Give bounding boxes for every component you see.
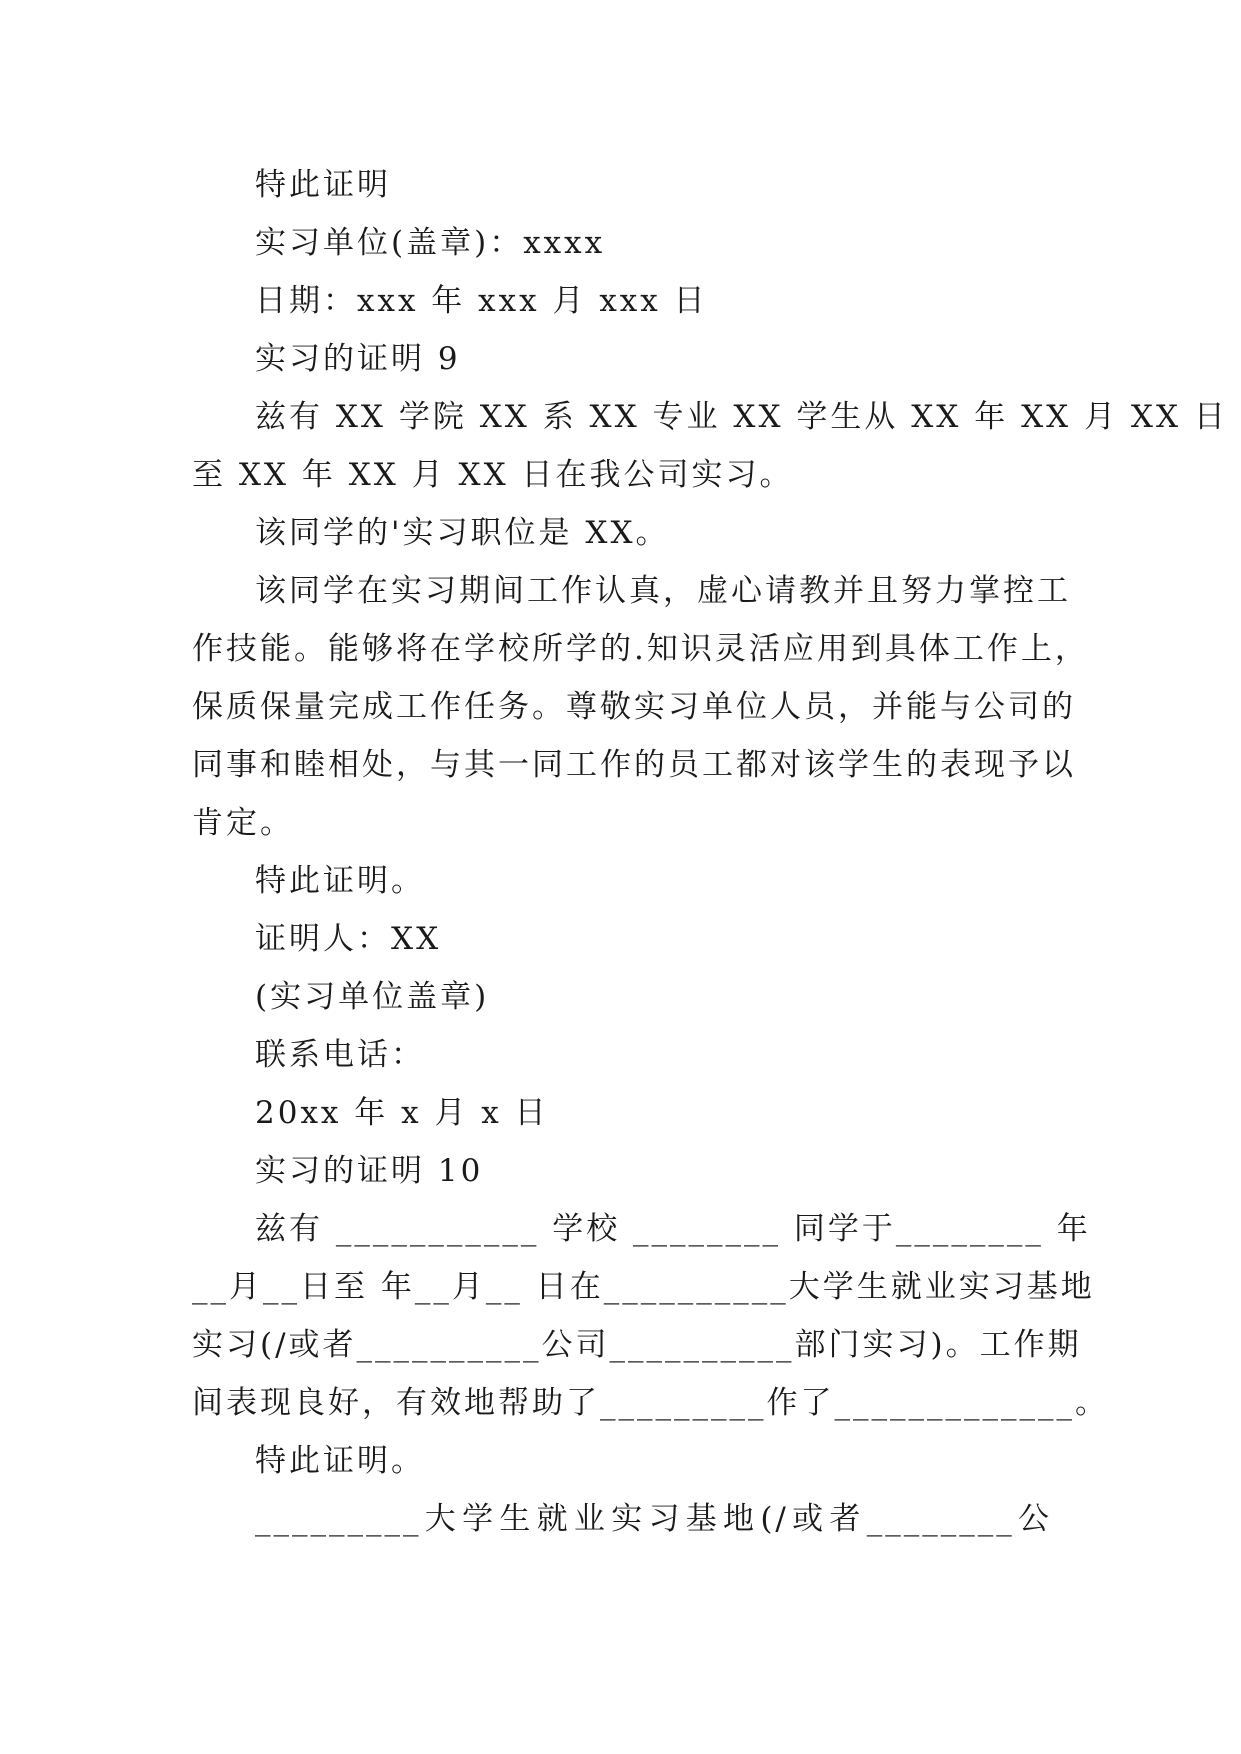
date-line-2: 20xx 年 x 月 x 日 — [255, 1095, 549, 1131]
closing-line-2: 特此证明。 — [255, 863, 425, 899]
signature-line: _________大学生就业实习基地(/或者________公 — [255, 1501, 1052, 1537]
paragraph-line: 同事和睦相处，与其一同工作的员工都对该学生的表现予以 — [192, 747, 1076, 783]
paragraph-line: 兹有 XX 学院 XX 系 XX 专业 XX 学生从 XX 年 XX 月 XX 日 — [255, 399, 1228, 435]
paragraph-line: 该同学在实习期间工作认真，虚心请教并且努力掌控工 — [255, 573, 1071, 609]
certifier-line: 证明人：XX — [255, 921, 442, 957]
paragraph-line: 保质保量完成工作任务。尊敬实习单位人员，并能与公司的 — [192, 689, 1076, 725]
paragraph-line: 间表现良好，有效地帮助了_________作了_____________。 — [192, 1385, 1109, 1421]
phone-line: 联系电话： — [255, 1037, 425, 1073]
document-body — [192, 156, 1228, 1548]
paragraph-line: __月__日至 年__月__ 日在__________大学生就业实习基地 — [192, 1269, 1095, 1305]
paragraph-line: 实习(/或者__________公司__________部门实习)。工作期 — [192, 1327, 1082, 1363]
section-heading-9: 实习的证明 9 — [255, 341, 461, 377]
date-line-1: 日期：xxx 年 xxx 月 xxx 日 — [255, 283, 708, 319]
paragraph-line: 至 XX 年 XX 月 XX 日在我公司实习。 — [192, 457, 794, 493]
position-line: 该同学的'实习职位是 XX。 — [255, 515, 670, 551]
closing-line-3: 特此证明。 — [255, 1443, 425, 1479]
closing-line-1: 特此证明 — [255, 167, 391, 203]
paragraph-line: 兹有 ___________ 学校 ________ 同学于________ 年 — [255, 1211, 1091, 1247]
paragraph-line: 作技能。能够将在学校所学的.知识灵活应用到具体工作上， — [192, 631, 1089, 667]
paragraph-line: 肯定。 — [192, 805, 294, 841]
stamp-note-line: (实习单位盖章) — [255, 979, 490, 1015]
internship-unit-stamp-line: 实习单位(盖章)：xxxx — [255, 225, 606, 261]
section-heading-10: 实习的证明 10 — [255, 1153, 484, 1189]
